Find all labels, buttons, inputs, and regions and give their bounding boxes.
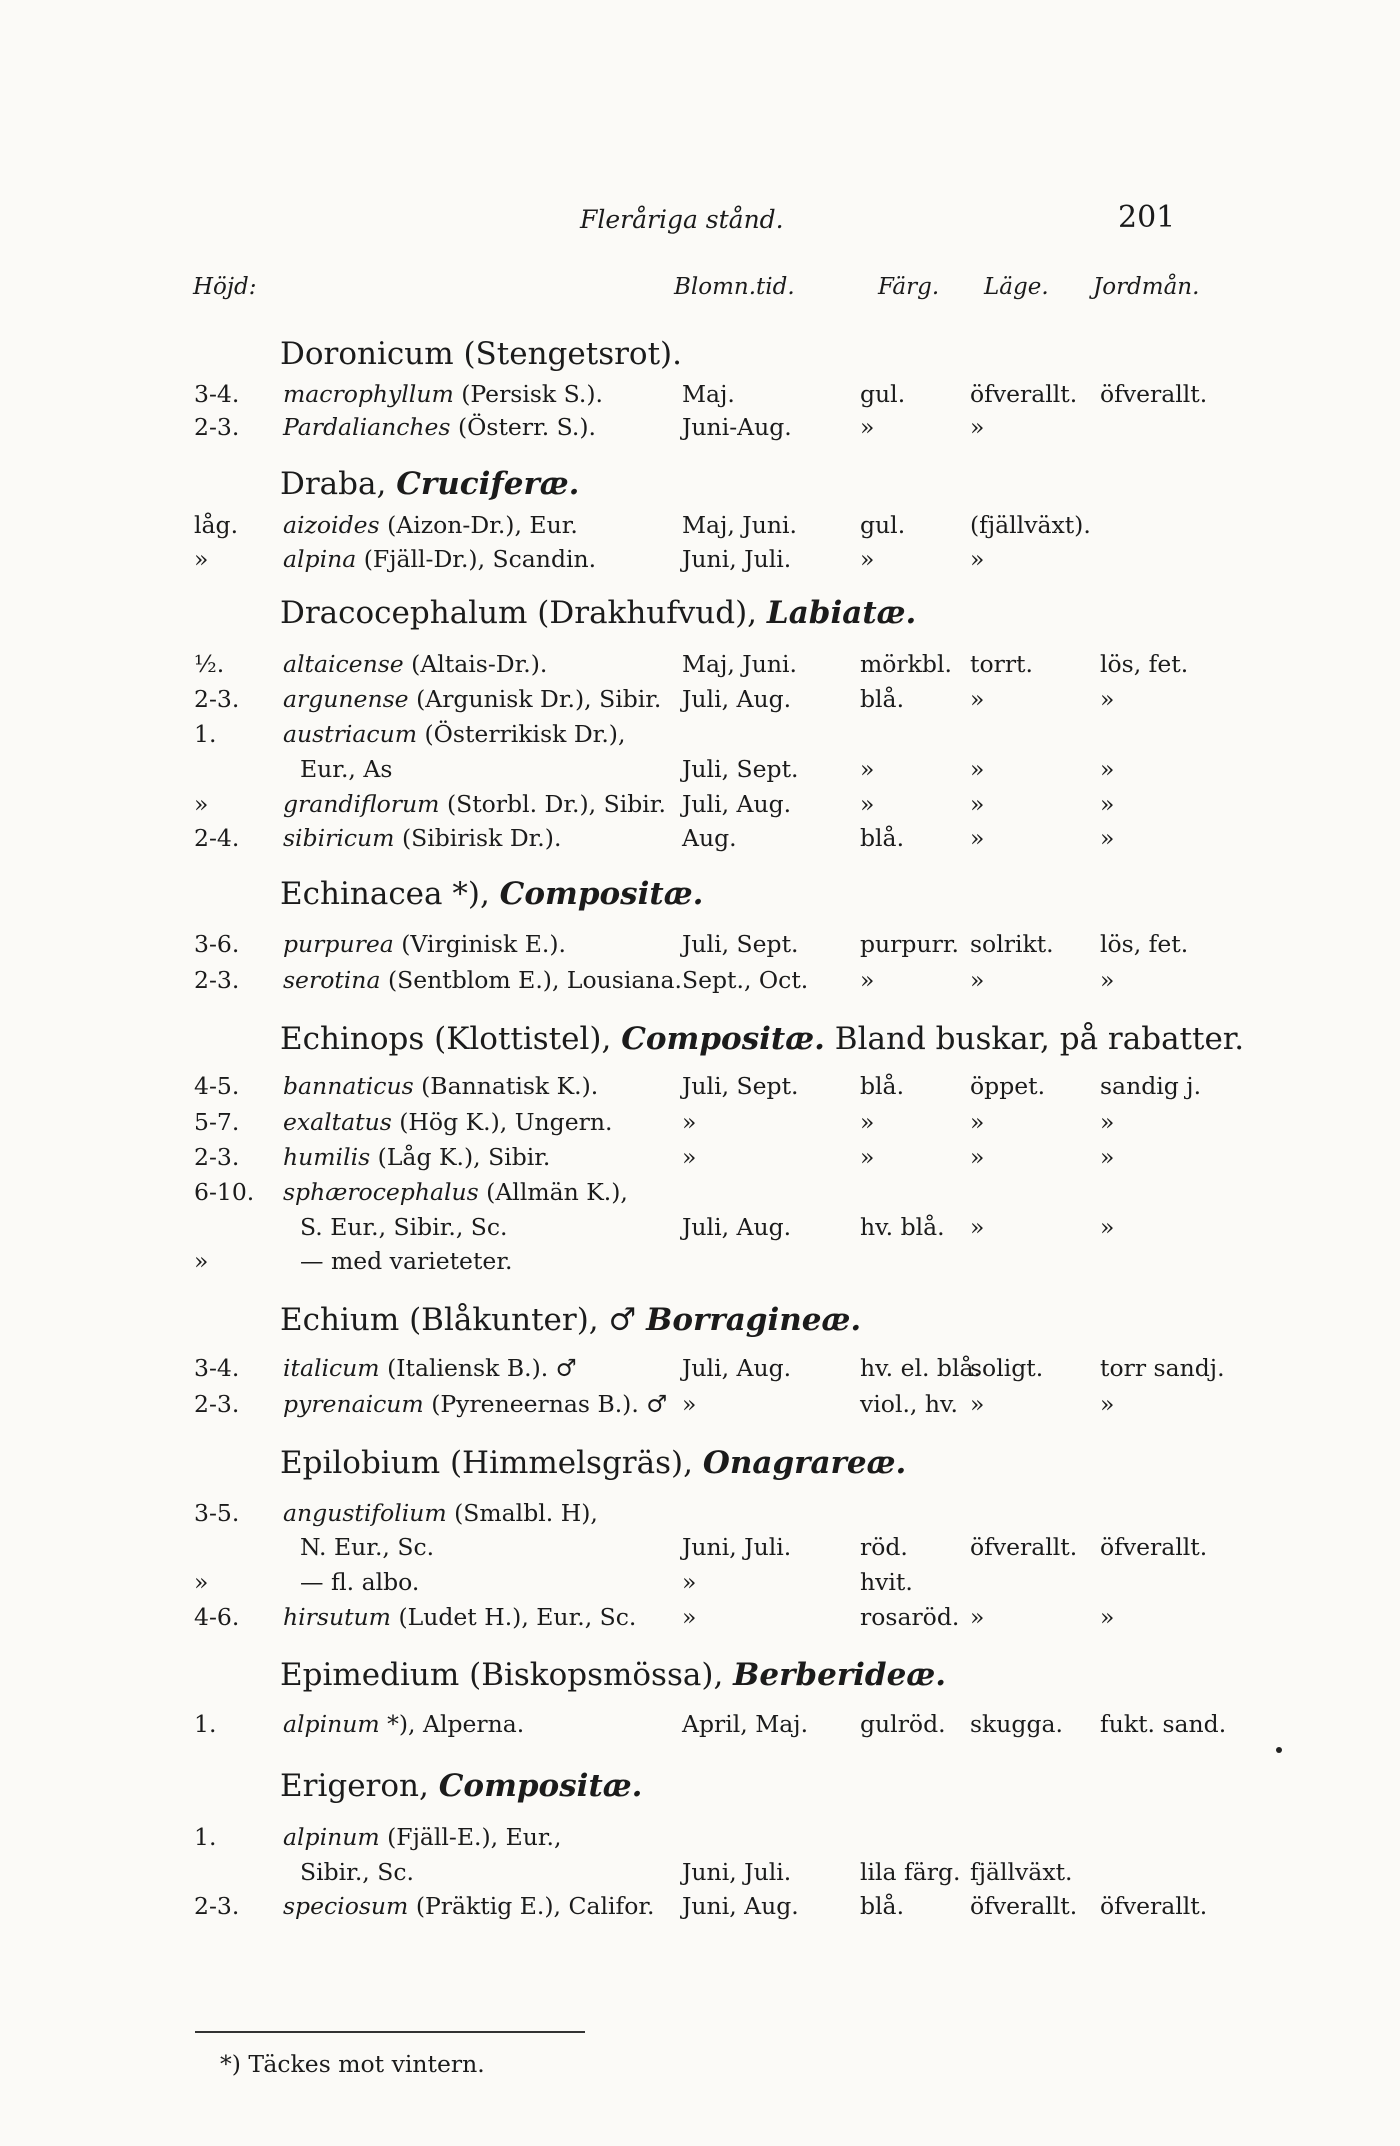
family-name: Berberideæ. [733,1657,947,1693]
flower-color: röd. [860,1533,908,1561]
ink-speck [1276,1747,1282,1753]
site-value: » [970,1390,985,1418]
species-name: alpinum [283,1710,380,1738]
bloom-time: Juli, Aug. [682,685,792,713]
species-entry [300,1568,419,1596]
soil-value: torr sandj. [1100,1354,1225,1382]
soil-value: » [1100,1143,1115,1171]
species-entry [300,1247,512,1275]
soil-value: öfverallt. [1100,1892,1208,1920]
genus-name: Echinops (Klottistel), [280,1021,612,1057]
bloom-time: Juli, Sept. [682,755,799,783]
species-entry [283,930,566,958]
soil-value: fukt. sand. [1100,1710,1227,1738]
footnote: *) Täckes mot vintern. [220,2050,485,2078]
species-description: (Sibirisk Dr.). [401,824,562,852]
species-description: (Präktig E.), Califor. [415,1892,655,1920]
site-value: öfverallt. [970,1533,1078,1561]
species-description: (Hög K.), Ungern. [399,1108,613,1136]
bloom-time: Juni-Aug. [682,413,792,441]
bloom-time: Maj. [682,380,735,408]
soil-value: » [1100,966,1115,994]
site-value: soligt. [970,1354,1044,1382]
species-entry [283,1603,636,1631]
site-value: öfverallt. [970,380,1078,408]
flower-color: hv. el. blå. [860,1354,981,1382]
species-entry [283,545,596,573]
height-value: 6-10. [194,1178,255,1206]
height-value: 2-3. [194,1390,240,1418]
family-name: Compositæ. [499,876,704,912]
height-value: låg. [194,511,239,539]
bloom-time: » [682,1108,697,1136]
flower-color: mörkbl. [860,650,952,678]
soil-value: » [1100,790,1115,818]
genus-heading [280,1768,642,1804]
species-entry [283,1823,561,1851]
height-value: 2-4. [194,824,240,852]
species-description: — fl. albo. [300,1568,420,1596]
species-description: (Altais-Dr.). [411,650,548,678]
height-value: 4-6. [194,1603,240,1631]
species-entry [283,824,561,852]
height-value: » [194,1247,209,1275]
species-description: (Persisk S.). [461,380,604,408]
bloom-time: Juni, Aug. [682,1892,799,1920]
species-description: Sibir., Sc. [300,1858,414,1886]
site-value: » [970,824,985,852]
running-title: Fleråriga stånd. [580,205,784,234]
genus-note: Bland buskar, på rabatter. [834,1021,1245,1057]
bloom-time: Maj, Juni. [682,511,797,539]
height-value: 2-3. [194,1143,240,1171]
family-name: Cruciferæ. [396,466,580,502]
genus-name: Echium (Blåkunter), ♂ [280,1302,637,1338]
species-entry [283,1178,628,1206]
species-entry [283,1143,550,1171]
species-description: (Sentblom E.), Lousiana. [387,966,682,994]
site-value: » [970,413,985,441]
species-name: humilis [283,1143,371,1171]
flower-color: blå. [860,685,905,713]
height-value: 1. [194,1823,217,1851]
site-value: öppet. [970,1072,1046,1100]
soil-value: lös, fet. [1100,650,1189,678]
species-name: aizoides [283,511,380,539]
species-name: bannaticus [283,1072,414,1100]
genus-heading [280,595,916,631]
flower-color: hvit. [860,1568,913,1596]
species-description: (Österrikisk Dr.), [424,720,626,748]
bloom-time: Juli, Sept. [682,930,799,958]
species-entry [300,755,392,783]
soil-value: » [1100,1108,1115,1136]
site-value: torrt. [970,650,1033,678]
species-entry [283,966,682,994]
flower-color: blå. [860,1072,905,1100]
flower-color: » [860,545,875,573]
flower-color: » [860,413,875,441]
soil-value: öfverallt. [1100,380,1208,408]
species-entry [283,1390,667,1418]
species-name: grandiflorum [283,790,440,818]
bloom-time: Juli, Aug. [682,1354,792,1382]
site-value: » [970,1108,985,1136]
species-name: hirsutum [283,1603,391,1631]
bloom-time: Aug. [682,824,737,852]
species-name: argunense [283,685,409,713]
bloom-time: » [682,1603,697,1631]
species-name: sibiricum [283,824,395,852]
genus-name: Erigeron, [280,1768,429,1804]
flower-color: » [860,790,875,818]
soil-value: » [1100,755,1115,783]
species-entry [283,1354,577,1382]
height-value: 3-5. [194,1499,240,1527]
bloom-time: Juli, Aug. [682,790,792,818]
bloom-time: Juli, Sept. [682,1072,799,1100]
site-value: » [970,685,985,713]
height-value: 1. [194,1710,217,1738]
genus-heading [280,1445,906,1481]
flower-color: hv. blå. [860,1213,945,1241]
genus-heading [280,876,703,912]
species-entry [283,1892,654,1920]
height-value: 3-4. [194,380,240,408]
height-value: 1. [194,720,217,748]
family-name: Compositæ. [438,1768,643,1804]
genus-heading [280,1302,861,1338]
genus-heading [280,336,682,372]
species-description: (Bannatisk K.). [421,1072,599,1100]
site-value: solrikt. [970,930,1054,958]
bloom-time: Maj, Juni. [682,650,797,678]
soil-value: » [1100,1603,1115,1631]
column-header-soil: Jordmån. [1093,274,1200,300]
species-entry [283,511,578,539]
species-description: (Smalbl. H), [454,1499,598,1527]
footnote-rule [195,2031,585,2033]
flower-color: gul. [860,511,906,539]
bloom-time: » [682,1568,697,1596]
site-value: öfverallt. [970,1892,1078,1920]
species-name: macrophyllum [283,380,454,408]
species-entry [283,685,661,713]
family-name: Onagrareæ. [702,1445,907,1481]
flower-color: » [860,966,875,994]
flower-color: blå. [860,824,905,852]
family-name: Compositæ. [621,1021,825,1057]
soil-value: sandig j. [1100,1072,1202,1100]
species-description: (Storbl. Dr.), Sibir. [446,790,666,818]
species-name: purpurea [283,930,394,958]
height-value: » [194,790,209,818]
bloom-time: » [682,1143,697,1171]
species-name: speciosum [283,1892,409,1920]
soil-value: öfverallt. [1100,1533,1208,1561]
species-name: serotina [283,966,381,994]
flower-color: rosaröd. [860,1603,960,1631]
site-value: » [970,755,985,783]
species-entry [300,1533,434,1561]
species-description: (Allmän K.), [486,1178,628,1206]
genus-heading [280,466,579,502]
species-description: *), Alperna. [387,1710,525,1738]
species-description: S. Eur., Sibir., Sc. [300,1213,508,1241]
flower-color: purpurr. [860,930,959,958]
column-header-color: Färg. [878,274,940,300]
species-description: (Argunisk Dr.), Sibir. [416,685,662,713]
species-entry [283,413,596,441]
height-value: 2-3. [194,685,240,713]
height-value: ½. [194,650,225,678]
site-value: » [970,966,985,994]
height-value: » [194,545,209,573]
flower-color: » [860,1143,875,1171]
genus-name: Epimedium (Biskopsmössa), [280,1657,724,1693]
site-value: » [970,1213,985,1241]
site-value: fjällväxt. [970,1858,1073,1886]
flower-color: » [860,1108,875,1136]
flower-color: gul. [860,380,906,408]
page-number: 201 [1118,200,1176,235]
genus-name: Doronicum (Stengetsrot). [280,336,683,372]
soil-value: lös, fet. [1100,930,1189,958]
flower-color: viol., hv. [860,1390,958,1418]
soil-value: » [1100,685,1115,713]
species-entry [300,1213,508,1241]
species-description: (Österr. S.). [457,413,597,441]
species-description: (Ludet H.), Eur., Sc. [398,1603,637,1631]
flower-color: lila färg. [860,1858,961,1886]
species-entry [283,380,603,408]
soil-value: » [1100,1390,1115,1418]
species-description: (Aizon-Dr.), Eur. [387,511,578,539]
site-value: skugga. [970,1710,1064,1738]
soil-value: » [1100,824,1115,852]
soil-value: » [1100,1213,1115,1241]
species-name: sphærocephalus [283,1178,479,1206]
species-name: Pardalianches [283,413,451,441]
genus-heading [280,1657,946,1693]
species-name: altaicense [283,650,404,678]
height-value: » [194,1568,209,1596]
species-entry [283,1072,598,1100]
height-value: 5-7. [194,1108,240,1136]
bloom-time: » [682,1390,697,1418]
species-name: angustifolium [283,1499,447,1527]
species-description: (Låg K.), Sibir. [377,1143,551,1171]
height-value: 4-5. [194,1072,240,1100]
family-name: Borragineæ. [646,1302,862,1338]
genus-name: Dracocephalum (Drakhufvud), [280,595,758,631]
height-value: 3-6. [194,930,240,958]
species-description: N. Eur., Sc. [300,1533,435,1561]
species-name: pyrenaicum [283,1390,424,1418]
bloom-time: Juni, Juli. [682,545,792,573]
height-value: 2-3. [194,413,240,441]
family-name: Labiatæ. [766,595,917,631]
species-name: exaltatus [283,1108,392,1136]
flower-color: » [860,755,875,783]
site-value: (fjällväxt). [970,511,1091,539]
species-entry [283,1499,598,1527]
site-value: » [970,790,985,818]
site-value: » [970,1143,985,1171]
height-value: 2-3. [194,1892,240,1920]
column-header-site: Läge. [984,274,1049,300]
bloom-time: April, Maj. [682,1710,809,1738]
genus-name: Echinacea *), [280,876,490,912]
genus-name: Draba, [280,466,387,502]
species-description: — med varieteter. [300,1247,513,1275]
flower-color: blå. [860,1892,905,1920]
species-entry [283,790,666,818]
site-value: » [970,1603,985,1631]
height-value: 3-4. [194,1354,240,1382]
bloom-time: Juli, Aug. [682,1213,792,1241]
genus-heading [280,1021,1244,1057]
species-entry [300,1858,414,1886]
bloom-time: Sept., Oct. [682,966,809,994]
height-value: 2-3. [194,966,240,994]
species-entry [283,1710,524,1738]
species-name: italicum [283,1354,380,1382]
bloom-time: Juni, Juli. [682,1533,792,1561]
species-description: (Fjäll-E.), Eur., [387,1823,562,1851]
species-description: (Virginisk E.). [401,930,566,958]
species-name: alpinum [283,1823,380,1851]
species-entry [283,650,547,678]
genus-name: Epilobium (Himmelsgräs), [280,1445,693,1481]
species-description: (Pyreneernas B.). ♂ [431,1390,668,1418]
flower-color: gulröd. [860,1710,946,1738]
species-description: (Fjäll-Dr.), Scandin. [363,545,597,573]
species-entry [283,1108,612,1136]
column-header-bloom: Blomn.tid. [674,274,795,300]
bloom-time: Juni, Juli. [682,1858,792,1886]
species-description: Eur., As [300,755,393,783]
species-entry [283,720,625,748]
species-name: austriacum [283,720,417,748]
species-description: (Italiensk B.). ♂ [387,1354,577,1382]
site-value: » [970,545,985,573]
column-header-height: Höjd: [193,274,257,300]
species-name: alpina [283,545,357,573]
